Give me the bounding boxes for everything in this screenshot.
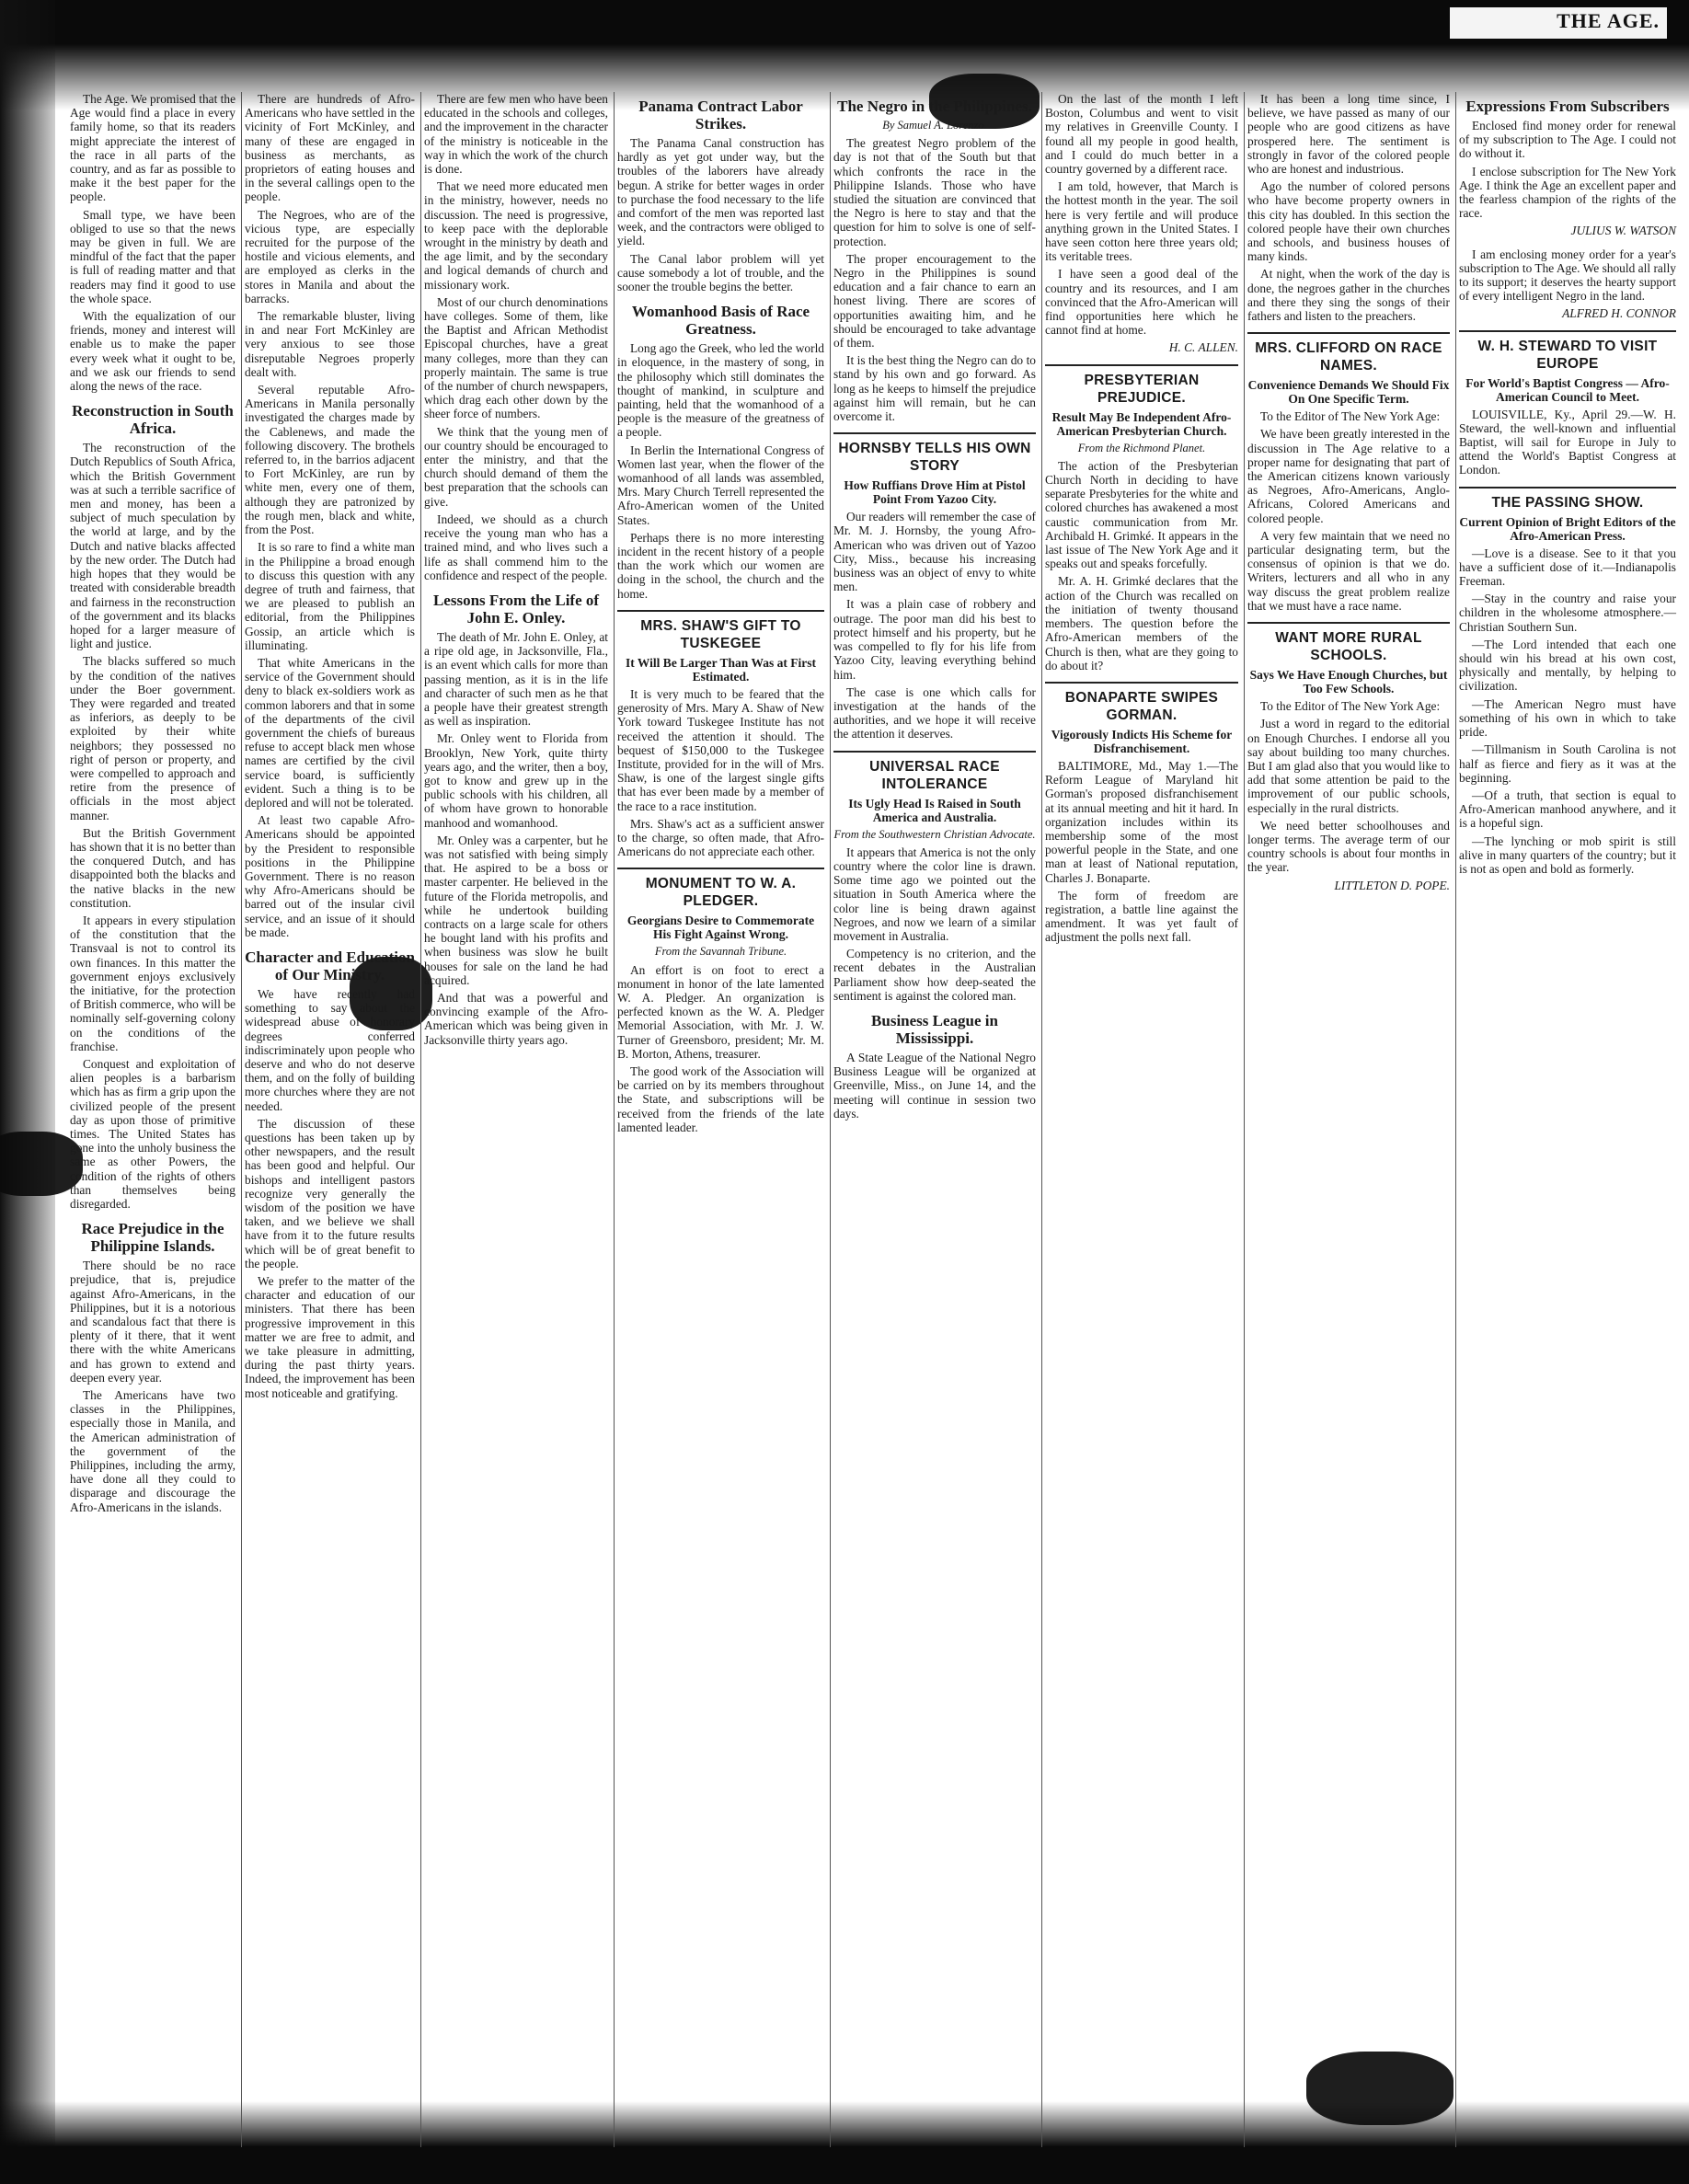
article-source: From the Southwestern Christian Advocate. bbox=[833, 827, 1036, 841]
article-paragraph: —Stay in the country and raise your children in the wholesome atmosphere.—Christian Southern Sun. bbox=[1459, 592, 1676, 634]
article-paragraph: It appears in every stipulation of the constitution that the Transvaal is not to control its own finances. In this matter the government enjoys exclusively the initiative, for the protection of British commerce, who will be nominally self-governing colony on the conditions of the franchise. bbox=[70, 913, 236, 1053]
article-signature: ALFRED H. CONNOR bbox=[1562, 306, 1676, 321]
article-paragraph: —Tillmanism in South Carolina is not half as fierce and fiery as it was at the beginning. bbox=[1459, 742, 1676, 785]
article-paragraph: At night, when the work of the day is done, the negroes gather in the churches and there they sing the songs of their fathers and listen to the preachers. bbox=[1247, 267, 1450, 324]
article-paragraph: The Americans have two classes in the Philippines, especially those in Manila, and the American administration of the government of the Philippines, including the army, have done all they could to disparage and discourage the Afro-Americans in the islands. bbox=[70, 1388, 236, 1514]
article-paragraph: Mrs. Shaw's act as a sufficient answer to the charge, so often made, that Afro-Americans do not appreciate each other. bbox=[617, 816, 824, 859]
article-paragraph: There should be no race prejudice, that is, prejudice against Afro-Americans, in the Philippines, but it is a notorious and scandalous fact that there is plenty of it there, that it went there with the white Americans and has grown to extend and deepen every year. bbox=[70, 1259, 236, 1385]
article-deck: It Will Be Larger Than Was at First Estimated. bbox=[626, 655, 816, 684]
article-headline: WANT MORE RURAL SCHOOLS. bbox=[1247, 622, 1450, 664]
article-paragraph: Several reputable Afro-Americans in Manila personally investigated the charges made by the Cablenews, and made the following discovery. The brothels referred to, in the barrios adjacent to Fort McKinley, are run by white men, every one of them, although they are patronized by the rough men, black and white, from the Post. bbox=[245, 383, 415, 537]
article-paragraph: That we need more educated men in the ministry, however, needs no discussion. The need is progressive, to keep pace with the deplorable wrought in the ministry by death and the age limit, and by the secondary and logical demands of church and missionary work. bbox=[424, 179, 608, 292]
article-deck: How Ruffians Drove Him at Pistol Point From Yazoo City. bbox=[844, 478, 1026, 507]
article-paragraph: An effort is on foot to erect a monument in honor of the late lamented W. A. Pledger. An organization is perfected known as the W. A. Pledger Memorial Association, with Mr. J. W. Turner of Greensboro, president; Mr. M. B. Morton, Athens, treasurer. bbox=[617, 962, 824, 1061]
article-paragraph: It is the best thing the Negro can do to stand by his own and go forward. As long as he keeps to himself the prejudice against him will remain, but he can overcome it. bbox=[833, 353, 1036, 424]
article bbox=[424, 592, 608, 1047]
article-headline: BONAPARTE SWIPES GORMAN. bbox=[1045, 682, 1238, 724]
article-paragraph: The remarkable bluster, living in and near Fort McKinley are very anxious to see those disreputable Negroes properly dealt with. bbox=[245, 309, 415, 379]
article-paragraph: The form of freedom are registration, a battle line against the amendment. It was yet fault of adjustment the polls next fall. bbox=[1045, 888, 1238, 945]
article-paragraph: —The lynching or mob spirit is still alive in many quarters of the country; but it is not as open and bold as formerly. bbox=[1459, 833, 1676, 876]
article-paragraph: Small type, we have been obliged to use so that the news may be given in full. We are mindful of the fact that the paper is full of reading matter and that readers may find it good to use the whole space. bbox=[70, 207, 236, 305]
article-headline: THE PASSING SHOW. bbox=[1459, 487, 1676, 512]
article-deck: Georgians Desire to Commemorate His Fight Against Wrong. bbox=[626, 914, 815, 942]
article bbox=[617, 303, 824, 601]
article-paragraph: At least two capable Afro-Americans should be appointed by the President to responsible positions in the Philippine Government. There is no reason why Afro-Americans should be barred out of the insular civil service, and an issue of it should be made. bbox=[245, 813, 415, 939]
article-paragraph: That white Americans in the service of the Government should deny to black ex-soldiers work as common laborers and that in some of the departments of the civil government the chiefs of bureaus refuse to accept black men whose names are certified by the civil service board, is sufficiently evident. Such a thing is to be deplored and will not be tolerated. bbox=[245, 655, 415, 810]
article-paragraph: The greatest Negro problem of the day is not that of the South but that which confronts the race in the Philippine Islands. Those who have studied the situation are convinced that the Negro is here to stay and that the question for him to solve is one of self-protection. bbox=[833, 136, 1036, 248]
article-headline: Womanhood Basis of Race Greatness. bbox=[631, 303, 810, 339]
article-headline: Reconstruction in South Africa. bbox=[72, 402, 234, 438]
article bbox=[617, 98, 824, 293]
article-paragraph: I am told, however, that March is the hottest month in the year. The soil here is very fertile and will produce anything grown in the United States. I have seen cotton here three years old; its veritable trees. bbox=[1045, 179, 1238, 264]
article-paragraph: The good work of the Association will be carried on by its members throughout the State, and subscriptions will be received from the friends of the late lamented leader. bbox=[617, 1063, 824, 1134]
article-headline: W. H. STEWARD TO VISIT EUROPE bbox=[1459, 330, 1676, 373]
article-headline: Expressions From Subscribers bbox=[1465, 98, 1670, 115]
column-3 bbox=[419, 92, 615, 2147]
article-headline: Race Prejudice in the Philippine Islands. bbox=[81, 1220, 224, 1256]
article-signature: LITTLETON D. POPE. bbox=[1334, 878, 1450, 892]
left-scan-shadow bbox=[0, 0, 55, 2184]
article-paragraph: Mr. A. H. Grimké declares that the action of the Church was recalled on the initiation of twenty thousand members. The question before the Afro-American members of the Church is then, what are they going to do about it? bbox=[1045, 574, 1238, 672]
article-paragraph: On the last of the month I left Boston, Columbus and went to visit my relatives in Greenville County. I found all my people in good health, and I could do much better in a country governed by a different race. bbox=[1045, 92, 1238, 177]
article-paragraph: Most of our church denominations have colleges. Some of them, like the Baptist and African Methodist Episcopal churches, have a great many colleges, more than they can properly maintain. The same is true of the number of church newspapers, which drag each other down by the sheer force of numbers. bbox=[424, 294, 608, 421]
article bbox=[1247, 332, 1450, 613]
column-8 bbox=[1453, 92, 1682, 2147]
column-6 bbox=[1040, 92, 1245, 2147]
page-folio: THE AGE. bbox=[1450, 7, 1667, 39]
article bbox=[1459, 330, 1676, 477]
article-headline: UNIVERSAL RACE INTOLERANCE bbox=[833, 751, 1036, 793]
article-paragraph: I enclose subscription for The New York Age. I think the Age an excellent paper and the fearless champion of the rights of the race. bbox=[1459, 164, 1676, 221]
article-paragraph: The Canal labor problem will yet cause somebody a lot of trouble, and the sooner the trouble begins the better. bbox=[617, 251, 824, 294]
article-source: From the Richmond Planet. bbox=[1077, 441, 1206, 454]
article-headline: Panama Contract Labor Strikes. bbox=[638, 98, 803, 132]
article bbox=[1045, 92, 1238, 355]
article bbox=[1459, 487, 1676, 876]
article-headline: MONUMENT TO W. A. PLEDGER. bbox=[617, 868, 824, 910]
article-source: From the Savannah Tribune. bbox=[654, 945, 787, 959]
article-headline: HORNSBY TELLS HIS OWN STORY bbox=[833, 432, 1036, 475]
article bbox=[424, 92, 608, 582]
article bbox=[617, 610, 824, 858]
article bbox=[1459, 98, 1676, 238]
article-headline: Lessons From the Life of John E. Onley. bbox=[432, 591, 600, 626]
article-paragraph: Mr. Onley went to Florida from Brooklyn, New York, quite thirty years ago, and the writer, then a boy, got to know and grew up in the public schools with his children, all of whom have grown to honorable manhood and womanhood. bbox=[424, 731, 608, 830]
article-paragraph: It is very much to be feared that the generosity of Mrs. Mary A. Shaw of New York toward Tuskegee Institute has not received the attention it should. The bequest of $150,000 to the Tuskegee Institute, provided for in the will of Mrs. Shaw, is one of the largest single gifts that has ever been made by a member of the race to a race institution. bbox=[617, 686, 824, 813]
article bbox=[245, 948, 415, 1400]
article-paragraph: But the British Government has shown that it is no better than the conquered Dutch, and has disappointed both the blacks and the native blacks in the new constitution. bbox=[70, 825, 236, 910]
article-paragraph: Mr. Onley was a carpenter, but he was not satisfied with being simply that. He aspired to be a boss or master carpenter. He believed in the future of the Florida metropolis, and while he undertook building contracts on a large scale for others he bought land with his profits and when business was slow he built houses for sale on the land he had acquired. bbox=[424, 833, 608, 987]
article-paragraph: We need better schoolhouses and longer terms. The average term of our country schools is about four months in the year. bbox=[1247, 818, 1450, 875]
article-signature: H. C. ALLEN. bbox=[1168, 340, 1238, 355]
article-headline: Business League in Mississippi. bbox=[871, 1011, 998, 1047]
article bbox=[833, 432, 1036, 741]
article bbox=[833, 98, 1036, 423]
article-paragraph: Ago the number of colored persons who have become property owners in this city has doubled. In this section the colored people have their own churches and schools, and business houses of many kinds. bbox=[1247, 179, 1450, 264]
article-deck: Vigorously Indicts His Scheme for Disfranchisement. bbox=[1051, 727, 1233, 755]
article-paragraph: Indeed, we should as a church receive the young man who has a trained mind, and who lives such a life as shall commend him to the confidence and respect of the people. bbox=[424, 512, 608, 582]
article-headline: MRS. CLIFFORD ON RACE NAMES. bbox=[1247, 332, 1450, 374]
article-paragraph: Enclosed find money order for renewal of my subscription to The Age. I could not do without it. bbox=[1459, 119, 1676, 161]
article-deck: For World's Baptist Congress — Afro-American Council to Meet. bbox=[1465, 375, 1670, 404]
article bbox=[1045, 364, 1238, 672]
column-1 bbox=[64, 92, 242, 2147]
article bbox=[833, 1012, 1036, 1121]
article-paragraph: The action of the Presbyterian Church North in deciding to have separate Presbyteries for the white and colored churches has awakened a most caustic communication from Mr. Archibald H. Grimké. It appears in the last issue of The New York Age and it speaks out and speaks forcefully. bbox=[1045, 458, 1238, 571]
article-deck: Current Opinion of Bright Editors of the Afro-American Press. bbox=[1459, 514, 1676, 543]
article-paragraph: BALTIMORE, Md., May 1.—The Reform League of Maryland hit Gorman's proposed disfranchisement at its annual meeting and hit it hard. In organization includes within its membership some of the most powerful people in the State, and one man at least of National reputation, Charles J. Bonaparte. bbox=[1045, 758, 1238, 885]
article-paragraph: —The American Negro must have something of his own in which to take pride. bbox=[1459, 696, 1676, 740]
article-paragraph: I am enclosing money order for a year's subscription to The Age. We should all rally to its support; it deserves the hearty support of every intelligent Negro in the land. bbox=[1459, 247, 1676, 304]
article-paragraph: Competency is no criterion, and the recent debates in the Australian Parliament show how deep-seated the sentiment is against the colored man. bbox=[833, 947, 1036, 1003]
article-deck: Says We Have Enough Churches, but Too Few Schools. bbox=[1249, 668, 1448, 696]
article-paragraph: The Panama Canal construction has hardly as yet got under way, but the troubles of the laborers have already begun. A strike for better wages in order to purchase the food necessary to the life and comfort of the men was reported last week, and the contractors were obliged to yield. bbox=[617, 136, 824, 248]
article-headline: PRESBYTERIAN PREJUDICE. bbox=[1045, 364, 1238, 407]
article-paragraph: It appears that America is not the only country where the color line is drawn. Some time ago we pointed out the situation in South America where the color line is being drawn against Negroes, and now we learn of a similar movement in Australia. bbox=[833, 845, 1036, 943]
article-paragraph: The blacks suffered so much by the condition of the natives under the Boer government. They were regarded and treated as inferiors, as deeply to be exploited by their white neighbors; they possessed no right of person or property, and were compelled to approach and retire from the presence of officials in the most abject manner. bbox=[70, 654, 236, 822]
article-paragraph: There are hundreds of Afro-Americans who have settled in the vicinity of Fort McKinley, and many of these are engaged in business as merchants, as proprietors of eating houses and in the several callings open to the people. bbox=[245, 92, 415, 204]
article-paragraph: The proper encouragement to the Negro in the Philippines is sound education and a fair chance to earn an honest living. There are scores of opportunities awaiting him, and he should be encouraged to take advantage of them. bbox=[833, 251, 1036, 351]
article-signature: JULIUS W. WATSON bbox=[1570, 224, 1676, 238]
article-paragraph: Our readers will remember the case of Mr. M. J. Hornsby, the young Afro-American who was driven out of Yazoo City, Miss., because his increasing business was an object of envy to white men. bbox=[833, 510, 1036, 594]
article-paragraph: We have been greatly interested in the discussion in The Age relative to a proper name for designating that part of the American citizens known variously as Negroes, Afro-Americans, Anglo-Africans, Colored Americans and colored people. bbox=[1247, 427, 1450, 525]
article bbox=[70, 92, 236, 393]
article-paragraph: —The Lord intended that each one should win his bread at his own cost, physically and mentally, by helping to civilization. bbox=[1459, 637, 1676, 694]
article bbox=[1247, 622, 1450, 892]
article-paragraph: —Of a truth, that section is equal to Afro-American manhood anywhere, and it is a hopeful sign. bbox=[1459, 787, 1676, 831]
article-paragraph: To the Editor of The New York Age: bbox=[1260, 699, 1441, 714]
article-headline: The Negro in the Philippines. bbox=[837, 98, 1032, 115]
article-paragraph: Long ago the Greek, who led the world in eloquence, in the mastery of song, in the philosophy which still dominates the thought of mankind, in sculpture and painting, held that the womanhood of a people is the measure of the greatness of a people. bbox=[617, 341, 824, 440]
article-paragraph: There are few men who have been educated in the schools and colleges, and the improvement in the character of the ministry is noticeable in the way in which the work of the church is done. bbox=[424, 92, 608, 177]
article-paragraph: LOUISVILLE, Ky., April 29.—W. H. Steward, the well-known and influential Baptist, will sail for Europe in July to attend the World's Baptist Congress at London. bbox=[1459, 407, 1676, 477]
article bbox=[70, 1220, 236, 1514]
article-paragraph: —Love is a disease. See to it that you have a sufficient dose of it.—Indianapolis Freeman. bbox=[1459, 546, 1676, 589]
article-paragraph: It is so rare to find a white man in the Philippine a broad enough to discuss this question with any degree of truth and fairness, that we are pleased to publish an editorial, from the Philippines Gossip, an article which is illuminating. bbox=[245, 540, 415, 652]
article-byline: By Samuel A. Lorenzo. bbox=[882, 119, 987, 132]
column-7 bbox=[1242, 92, 1456, 2147]
article-paragraph: A State League of the National Negro Business League will be organized at Greenville, Miss., on June 14, and the meeting will continue in session two days. bbox=[833, 1050, 1036, 1121]
article-paragraph: A very few maintain that we need no particular designating term, but the consensus of opinion is that we do. Writers, lecturers and all who in any way discuss the great problem realize that we must have a race name. bbox=[1247, 528, 1450, 613]
article bbox=[245, 92, 415, 939]
article-paragraph: We prefer to the matter of the character and education of our ministers. That there has been progressive improvement in this matter we are free to admit, and we take pleasure in admitting, during the past thirty years. Indeed, the improvement has been most noticeable and gratifying. bbox=[245, 1274, 415, 1400]
article-paragraph: With the equalization of our friends, money and interest will enable us to make the paper every week what it ought to be, and we ask our friends to send along the news of the race. bbox=[70, 309, 236, 394]
article-paragraph: The case is one which calls for investigation at the hands of the authorities, and we hope it will receive the attention it deserves. bbox=[833, 684, 1036, 741]
article-paragraph: I have seen a good deal of the country and its resources, and I am convinced that the Afro-American will find opportunities here which he cannot find at home. bbox=[1045, 267, 1238, 338]
article-paragraph: The death of Mr. John E. Onley, at a ripe old age, in Jacksonville, Fla., is an event which calls for more than passing mention, as it is in the life and character of such men as he that a people have their greatest strength as well as inspiration. bbox=[424, 629, 608, 729]
article-paragraph: To the Editor of The New York Age: bbox=[1260, 409, 1441, 424]
column-2 bbox=[239, 92, 421, 2147]
article-deck: Result May Be Independent Afro-American Presbyterian Church. bbox=[1051, 409, 1232, 438]
article bbox=[1247, 92, 1450, 323]
article-paragraph: Just a word in regard to the editorial on Enough Churches. I endorse all you say about building too many churches. But I am glad also that you would like to add that some attention be paid to the improvement of our public schools, especially in the rural districts. bbox=[1247, 717, 1450, 815]
article-paragraph: It was a plain case of robbery and outrage. The poor man did his best to protect himself and his property, but he was compelled to fly for his life from Yazoo City, leaving everything behind him. bbox=[833, 597, 1036, 682]
article-paragraph: In Berlin the International Congress of Women last year, when the flower of the womanhood of all lands was assembled, Mrs. Mary Church Terrell represented the Afro-American women of the United States. bbox=[617, 443, 824, 527]
article-paragraph: The discussion of these questions has been taken up by other newspapers, and the result has been good and helpful. Our bishops and intelligent pastors recognize very generally the wisdom of the position we have taken, and we believe we shall have from it to the future results which will be of great benefit to the people. bbox=[245, 1116, 415, 1270]
article-headline: Character and Education of Our Ministry. bbox=[245, 948, 415, 983]
article-paragraph: And that was a powerful and convincing example of the Afro-American which was being given in Jacksonville thirty years ago. bbox=[424, 990, 608, 1047]
article bbox=[833, 751, 1036, 1003]
article-paragraph: We think that the young men of our country should be encouraged to enter the ministry, and that the church should demand of them the best preparation that the schools can give. bbox=[424, 424, 608, 509]
article bbox=[1459, 247, 1676, 321]
article-deck: Its Ugly Head Is Raised in South America and Australia. bbox=[848, 796, 1021, 824]
article bbox=[617, 868, 824, 1134]
article-paragraph: We have recently had something to say about the widespread abuse of honorary degrees conferred indiscriminately upon people who deserve and who do not deserve them, and on the folly of building more churches where they are not needed. bbox=[245, 986, 415, 1113]
article-paragraph: The Age. We promised that the Age would find a place in every family home, so that its readers might appreciate the interest of the race in all parts of the country, and as far as possible to make it the best paper for the people. bbox=[70, 92, 236, 204]
article bbox=[70, 402, 236, 1211]
article-paragraph: It has been a long time since, I believe, we have passed as many of our people who are good citizens as have prospered here. The sentiment is strongly in favor of the colored people who are honest and industrious. bbox=[1247, 92, 1450, 177]
article-paragraph: Conquest and exploitation of alien peoples is a barbarism which has as firm a grip upon the civilized people of the present day as upon those of primitive times. The United States has gone into the unholy business the same as other Powers, the condition of the rights of others than themselves being disregarded. bbox=[70, 1057, 236, 1212]
article-paragraph: The reconstruction of the Dutch Republics of South Africa, which the British Government was at such a terrible sacrifice of men and money, has been a subject of much speculation by the world at large, and by the Dutch and native blacks affected by the new order. The Dutch had high hopes that they would be treated with considerable breadth and fairness in the reconstruction of the government and its blacks hoped for a larger measure of light and justice. bbox=[70, 441, 236, 651]
article-headline: MRS. SHAW'S GIFT TO TUSKEGEE bbox=[617, 610, 824, 652]
column-5 bbox=[828, 92, 1042, 2147]
article-paragraph: Perhaps there is no more interesting incident in the recent history of a people than the work which our women are doing in the school, the church and the home. bbox=[617, 530, 824, 601]
column-4 bbox=[612, 92, 831, 2147]
article-paragraph: The Negroes, who are of the vicious type, are especially recruited for the purpose of the hostile and vicious elements, and are employed as clerks in the stores in Manila and about the barracks. bbox=[245, 207, 415, 305]
article-deck: Convenience Demands We Should Fix On One Specific Term. bbox=[1247, 378, 1450, 407]
article bbox=[1045, 682, 1238, 945]
